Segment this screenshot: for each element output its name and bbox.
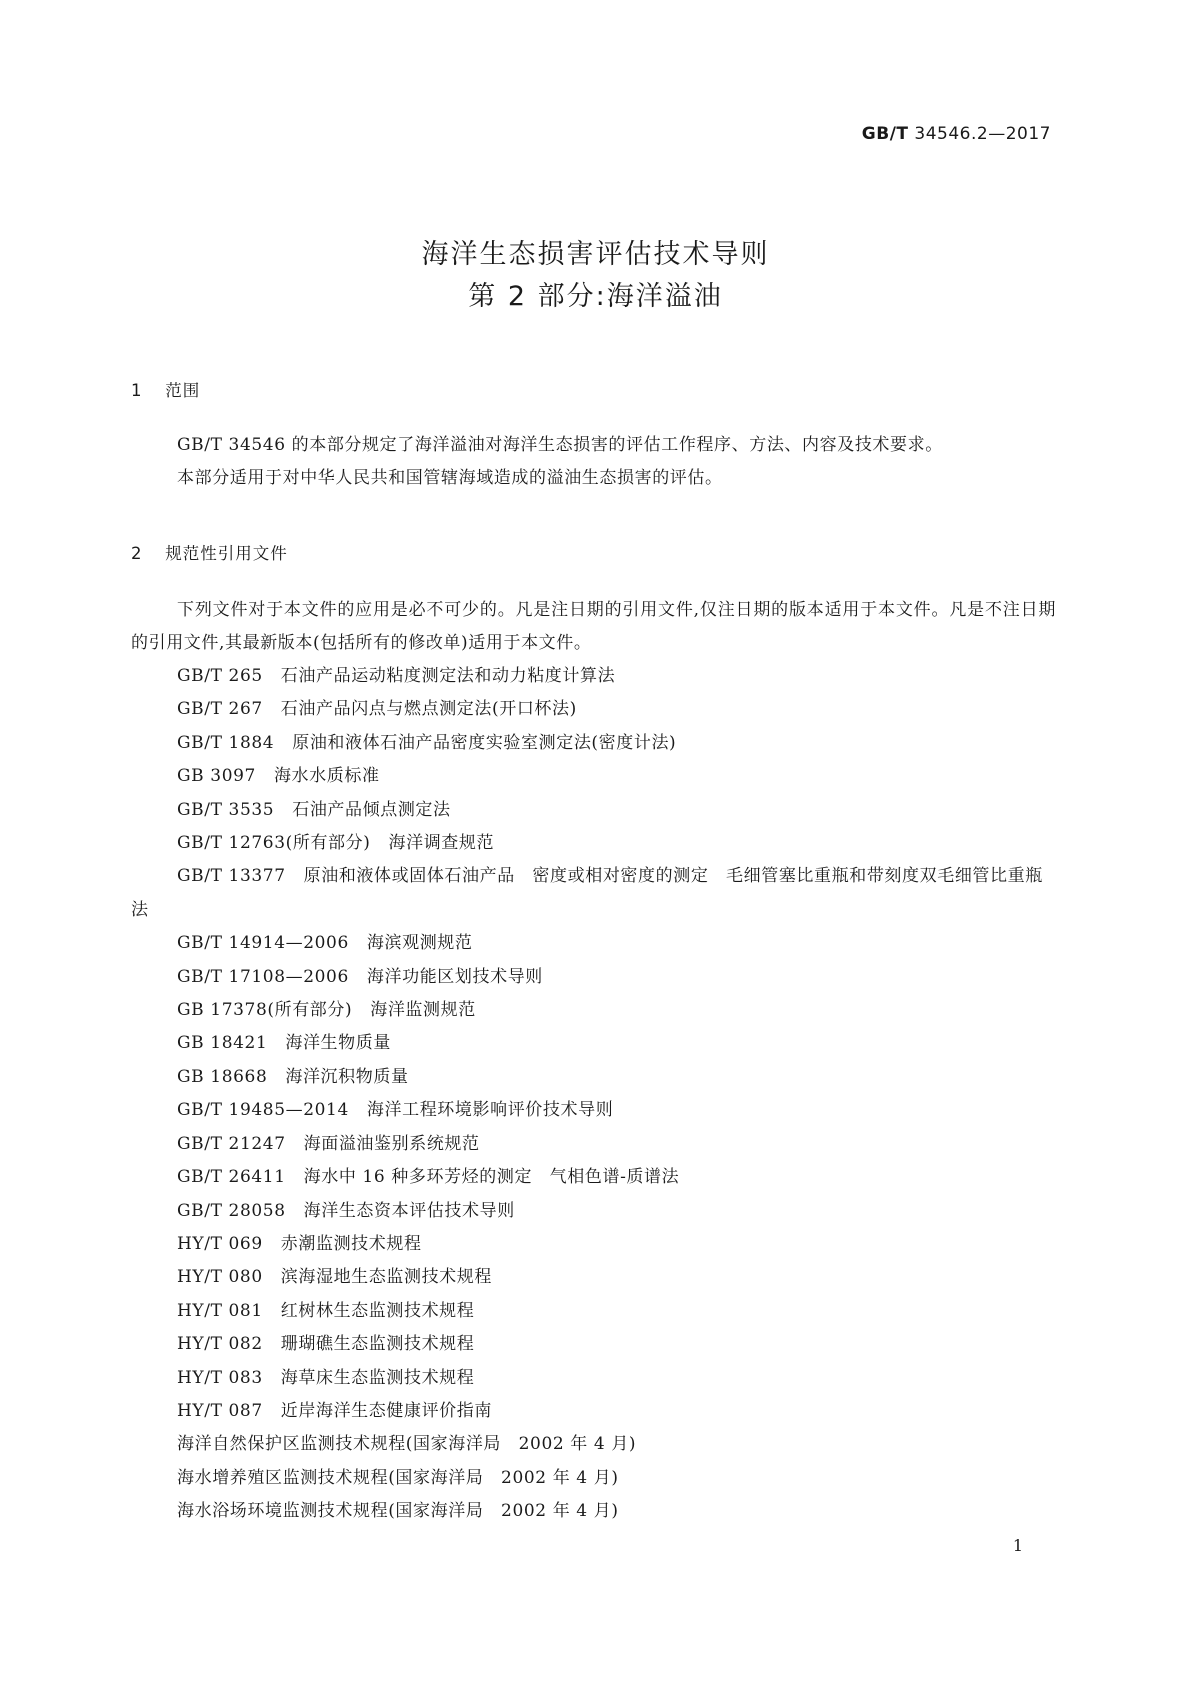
document-title: 海洋生态损害评估技术导则: [421, 239, 770, 270]
reference-item: [131, 827, 1056, 860]
reference-code: GB/T 12763(所有部分): [177, 833, 371, 854]
document-subtitle: 第 2 部分:海洋溢油: [468, 281, 723, 312]
reference-item: [131, 1228, 1056, 1261]
reference-title: 海洋生物质量: [285, 1033, 391, 1054]
reference-item: [131, 693, 1056, 726]
reference-item: [131, 794, 1056, 827]
reference-code: GB/T 17108—2006: [177, 966, 349, 987]
reference-code: GB 18668: [177, 1066, 268, 1087]
reference-title: 海水增养殖区监测技术规程(国家海洋局 2002 年 4 月): [177, 1467, 619, 1488]
reference-code: GB/T 28058: [177, 1200, 286, 1221]
reference-title: 珊瑚礁生态监测技术规程: [280, 1334, 475, 1355]
page-number: 1: [1012, 1536, 1023, 1555]
reference-title: 近岸海洋生态健康评价指南: [280, 1400, 492, 1421]
reference-title: 海滨观测规范: [366, 933, 473, 954]
reference-title: 海洋功能区划技术导则: [366, 966, 543, 987]
section-number: 1: [131, 381, 143, 400]
reference-item: [131, 1195, 1056, 1228]
reference-title: 原油和液体或固体石油产品 密度或相对密度的测定 毛细管塞比重瓶和带刻度双毛细管比重瓶法: [131, 866, 1043, 920]
section-number: 2: [131, 544, 143, 563]
reference-item: [131, 1428, 1056, 1461]
reference-title: 海洋生态资本评估技术导则: [303, 1200, 515, 1221]
reference-item: [131, 1395, 1056, 1428]
reference-item: [131, 1295, 1056, 1328]
reference-code: HY/T 069: [177, 1233, 263, 1254]
references-intro-paragraph: 下列文件对于本文件的应用是必不可少的。凡是注日期的引用文件,仅注日期的版本适用于本文件。凡是不注日期的引用文件,其最新版本(包括所有的修改单)适用于本文件。: [131, 600, 1056, 653]
reference-item: [131, 1462, 1056, 1495]
reference-title: 海洋工程环境影响评价技术导则: [366, 1100, 614, 1121]
reference-title: 石油产品闪点与燃点测定法(开口杯法): [280, 699, 577, 720]
reference-list: [131, 660, 1056, 1529]
reference-title: 红树林生态监测技术规程: [280, 1300, 475, 1321]
reference-code: GB/T 13377: [177, 866, 286, 887]
reference-title: 海洋监测规范: [370, 1000, 476, 1021]
reference-title: 海水中 16 种多环芳烃的测定 气相色谱-质谱法: [303, 1167, 680, 1188]
reference-code: GB/T 21247: [177, 1133, 286, 1154]
reference-item: [131, 1061, 1056, 1094]
reference-item: [131, 1094, 1056, 1127]
reference-title: 海草床生态监测技术规程: [280, 1367, 475, 1388]
reference-item: [131, 1362, 1056, 1395]
reference-item: [131, 927, 1056, 960]
standard-code: 34546.2—2017: [914, 124, 1051, 144]
standard-number: [862, 124, 1051, 144]
reference-title: 石油产品倾点测定法: [292, 799, 451, 820]
section-title: 规范性引用文件: [165, 544, 288, 563]
reference-code: GB/T 19485—2014: [177, 1100, 349, 1121]
reference-item: [131, 994, 1056, 1027]
reference-title: 赤潮监测技术规程: [280, 1233, 422, 1254]
reference-item: [131, 1161, 1056, 1194]
reference-item: [131, 961, 1056, 994]
reference-title: 海面溢油鉴别系统规范: [303, 1133, 480, 1154]
reference-title: 海洋沉积物质量: [285, 1066, 409, 1087]
reference-item: [131, 1027, 1056, 1060]
standard-prefix: GB/T: [861, 124, 909, 144]
reference-code: GB/T 3535: [177, 799, 275, 820]
scope-paragraph: 本部分适用于对中华人民共和国管辖海域造成的溢油生态损害的评估。: [177, 468, 723, 488]
reference-item: [131, 760, 1056, 793]
reference-item: [131, 727, 1056, 760]
reference-item: [131, 860, 1056, 927]
reference-item: [131, 1495, 1056, 1528]
reference-code: HY/T 083: [177, 1367, 263, 1388]
reference-code: GB/T 265: [177, 666, 263, 686]
reference-code: GB/T 14914—2006: [177, 933, 349, 954]
reference-code: HY/T 087: [177, 1400, 263, 1421]
reference-code: GB/T 267: [177, 699, 263, 720]
reference-title: 海洋调查规范: [388, 833, 495, 854]
reference-code: GB/T 1884: [177, 732, 275, 753]
reference-item: [131, 1128, 1056, 1161]
reference-code: HY/T 080: [177, 1267, 263, 1288]
scope-paragraph: GB/T 34546 的本部分规定了海洋溢油对海洋生态损害的评估工作程序、方法、内容及技术要求。: [177, 435, 943, 455]
reference-title: 石油产品运动粘度测定法和动力粘度计算法: [280, 666, 616, 686]
reference-item: [131, 660, 1056, 693]
reference-code: GB/T 26411: [177, 1167, 286, 1188]
reference-item: [131, 1261, 1056, 1294]
reference-code: GB 17378(所有部分): [177, 1000, 353, 1021]
section-heading-normative-references: [131, 540, 288, 564]
reference-title: 滨海湿地生态监测技术规程: [280, 1267, 492, 1288]
reference-code: GB 3097: [177, 766, 256, 787]
reference-code: HY/T 081: [177, 1300, 263, 1321]
reference-title: 海水浴场环境监测技术规程(国家海洋局 2002 年 4 月): [177, 1501, 619, 1522]
reference-item: [131, 1328, 1056, 1361]
reference-code: GB 18421: [177, 1033, 268, 1054]
reference-code: HY/T 082: [177, 1334, 263, 1355]
reference-title: 海洋自然保护区监测技术规程(国家海洋局 2002 年 4 月): [177, 1434, 637, 1455]
section-title: 范围: [165, 381, 201, 400]
section-heading-scope: [131, 377, 200, 401]
reference-title: 原油和液体石油产品密度实验室测定法(密度计法): [292, 732, 677, 753]
reference-title: 海水水质标准: [273, 766, 380, 787]
